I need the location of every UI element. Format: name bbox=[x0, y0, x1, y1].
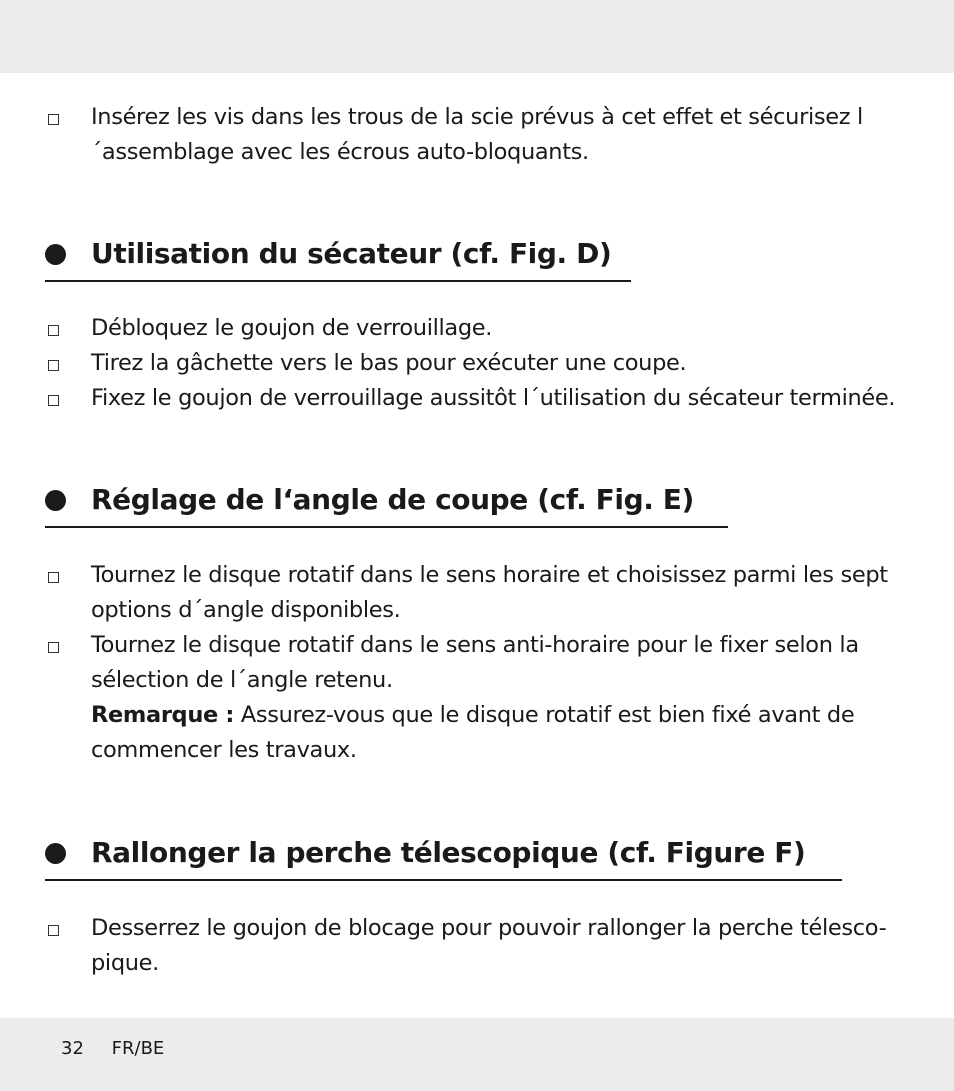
list-item: Desserrez le goujon de blocage pour pouvoir rallonger la perche télesco-pique. bbox=[91, 915, 887, 976]
header-band bbox=[0, 0, 954, 73]
note-paragraph bbox=[91, 698, 906, 768]
note-label: Remarque : bbox=[91, 702, 235, 728]
note-text: Assurez-vous que le disque rotatif est bien fixé avant de commencer les travaux. bbox=[91, 702, 855, 763]
locale-label: FR/BE bbox=[111, 1038, 165, 1059]
bullet-dot-icon bbox=[45, 843, 66, 864]
checkbox-icon bbox=[48, 114, 59, 125]
checkbox-icon bbox=[48, 325, 59, 336]
section-title: Utilisation du sécateur (cf. Fig. D) bbox=[91, 237, 612, 270]
list-item: Tournez le disque rotatif dans le sens anti-horaire pour le fixer selon la sélection de l´angle retenu. bbox=[91, 632, 859, 693]
bullet-dot-icon bbox=[45, 244, 66, 265]
section-heading-secateur bbox=[45, 236, 631, 282]
list-item: Fixez le goujon de verrouillage aussitôt l´utilisation du sécateur terminée. bbox=[91, 385, 896, 411]
checkbox-icon bbox=[48, 395, 59, 406]
checkbox-icon bbox=[48, 572, 59, 583]
checkbox-icon bbox=[48, 642, 59, 653]
section-heading-perche bbox=[45, 835, 842, 881]
checkbox-icon bbox=[48, 925, 59, 936]
list-item: Tournez le disque rotatif dans le sens horaire et choisissez parmi les sept options d´angle disponibles. bbox=[91, 562, 888, 623]
checkbox-icon bbox=[48, 360, 59, 371]
list-item: Tirez la gâchette vers le bas pour exécuter une coupe. bbox=[91, 350, 687, 376]
list-item: Insérez les vis dans les trous de la scie prévus à cet effet et sécurisez l´assemblage avec les écrous auto-bloquants. bbox=[91, 104, 863, 165]
bullet-dot-icon bbox=[45, 490, 66, 511]
page-number: 32 bbox=[61, 1038, 84, 1059]
page-footer bbox=[61, 1038, 186, 1059]
section-title: Rallonger la perche télescopique (cf. Figure F) bbox=[91, 836, 806, 869]
list-item: Débloquez le goujon de verrouillage. bbox=[91, 315, 493, 341]
section-heading-angle bbox=[45, 482, 728, 528]
section-title: Réglage de l‘angle de coupe (cf. Fig. E) bbox=[91, 483, 694, 516]
